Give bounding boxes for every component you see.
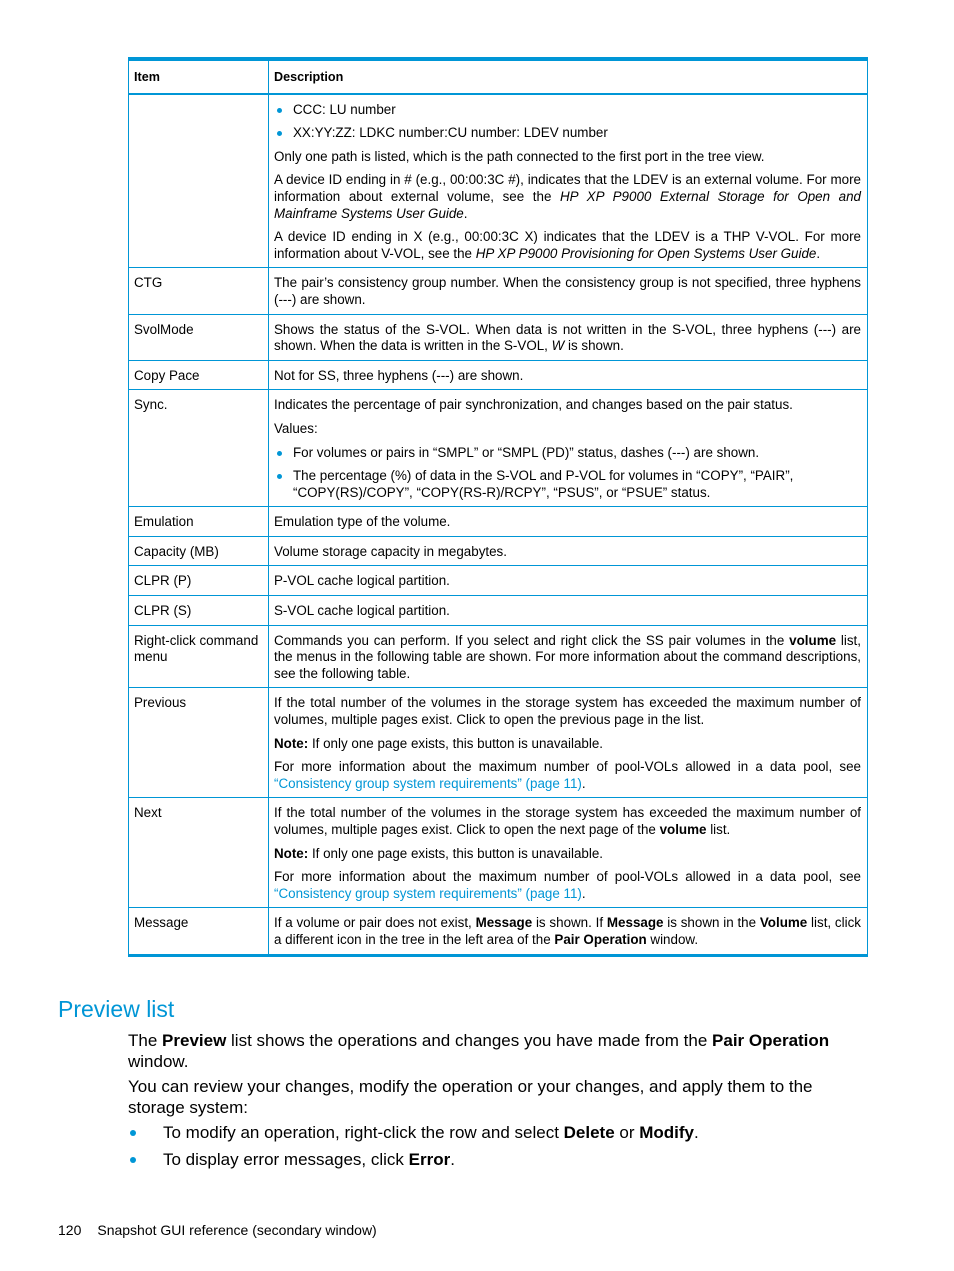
list-item: To display error messages, click Error. [128, 1149, 870, 1170]
item-cell: Capacity (MB) [129, 536, 269, 566]
consistency-group-link[interactable]: “Consistency group system requirements” (page 11) [274, 885, 582, 901]
description-cell: If a volume or pair does not exist, Message is shown. If Message is shown in the Volume list, click a different icon in the tree in the left area of the Pair Operation window. [269, 908, 868, 955]
description-cell [269, 390, 868, 507]
consistency-group-link[interactable]: “Consistency group system requirements” (page 11) [274, 775, 582, 791]
table-row [129, 625, 868, 688]
table-row [129, 596, 868, 626]
description-cell: Commands you can perform. If you select and right click the SS pair volumes in the volume list, the menus in the following table are shown. For more information about the command descriptions, see the following table. [269, 625, 868, 688]
paragraph: A device ID ending in # (e.g., 00:00:3C #), indicates that the LDEV is an external volume. For more information about external volume, see the HP XP P9000 External Storage for Open and Mainframe Systems User Guide. [274, 172, 861, 221]
item-cell: CLPR (P) [129, 566, 269, 596]
paragraph: For more information about the maximum number of pool-VOLs allowed in a data pool, see “Consistency group system requirements” (page 11). [274, 759, 861, 791]
table-row [129, 536, 868, 566]
paragraph: For more information about the maximum number of pool-VOLs allowed in a data pool, see “Consistency group system requirements” (page 11). [274, 869, 861, 901]
item-cell: Right-click command menu [129, 625, 269, 688]
footer-title: Snapshot GUI reference (secondary window) [97, 1222, 377, 1238]
table-row [129, 390, 868, 507]
paragraph: If the total number of the volumes in the storage system has exceeded the maximum number of volumes, multiple pages exist. Click to open the previous page in the list. [274, 695, 861, 728]
doc-reference: HP XP P9000 Provisioning for Open Systems User Guide [475, 245, 817, 261]
list-item: For volumes or pairs in “SMPL” or “SMPL (PD)” status, dashes (---) are shown. [274, 445, 861, 462]
item-cell: Emulation [129, 507, 269, 537]
table-row [129, 566, 868, 596]
table-row [129, 507, 868, 537]
bullet-list [274, 445, 861, 502]
item-cell [129, 94, 269, 268]
description-cell: P-VOL cache logical partition. [269, 566, 868, 596]
description-cell: The pair’s consistency group number. When the consistency group is not specified, three hyphens (---) are shown. [269, 268, 868, 314]
description-cell: Not for SS, three hyphens (---) are shown. [269, 360, 868, 390]
description-cell [269, 688, 868, 798]
description-cell: Volume storage capacity in megabytes. [269, 536, 868, 566]
item-cell: SvolMode [129, 314, 269, 360]
list-item: XX:YY:ZZ: LDKC number:CU number: LDEV number [274, 125, 861, 142]
item-cell: Sync. [129, 390, 269, 507]
paragraph: Values: [274, 420, 318, 436]
bullet-list [128, 1122, 870, 1170]
paragraph: If the total number of the volumes in the storage system has exceeded the maximum number of volumes, multiple pages exist. Click to open the next page of the volume list. [274, 805, 861, 837]
list-item: CCC: LU number [274, 102, 861, 119]
paragraph: The Preview list shows the operations and changes you have made from the Pair Operation window. [128, 1031, 830, 1071]
note: Note: If only one page exists, this button is unavailable. [274, 845, 603, 861]
description-cell [269, 798, 868, 908]
table-header-row [129, 59, 868, 94]
page-footer [58, 1222, 377, 1238]
table-row [129, 268, 868, 314]
paragraph: Only one path is listed, which is the path connected to the first port in the tree view. [274, 148, 765, 164]
section-body [128, 1030, 870, 1176]
item-cell: Copy Pace [129, 360, 269, 390]
description-cell: S-VOL cache logical partition. [269, 596, 868, 626]
item-cell: Previous [129, 688, 269, 798]
description-cell [269, 94, 868, 268]
table-row [129, 360, 868, 390]
page-number: 120 [58, 1222, 82, 1238]
note: Note: If only one page exists, this button is unavailable. [274, 735, 603, 751]
description-cell: Emulation type of the volume. [269, 507, 868, 537]
item-cell: CLPR (S) [129, 596, 269, 626]
header-item: Item [129, 59, 269, 94]
bullet-list [274, 102, 861, 142]
table-row [129, 798, 868, 908]
doc-reference: HP XP P9000 External Storage for Open and Mainframe Systems User Guide [274, 188, 861, 221]
item-cell: Message [129, 908, 269, 955]
section-heading: Preview list [58, 996, 175, 1022]
list-item: To modify an operation, right-click the row and select Delete or Modify. [128, 1122, 870, 1143]
paragraph: You can review your changes, modify the operation or your changes, and apply them to the storage system: [128, 1077, 813, 1117]
reference-table [128, 57, 868, 957]
table-row [129, 908, 868, 955]
item-cell: Next [129, 798, 269, 908]
list-item: The percentage (%) of data in the S-VOL and P-VOL for volumes in “COPY”, “PAIR”, “COPY(RS)/COPY”, “COPY(RS-R)/RCPY”, “PSUS”, or “PSUE” status. [274, 468, 861, 501]
table-row [129, 94, 868, 268]
paragraph: Indicates the percentage of pair synchronization, and changes based on the pair status. [274, 397, 793, 413]
header-description: Description [269, 59, 868, 94]
paragraph: A device ID ending in X (e.g., 00:00:3C X) indicates that the LDEV is a THP V-VOL. For more information about V-VOL, see the HP XP P9000 Provisioning for Open Systems User Guide. [274, 229, 861, 261]
item-cell: CTG [129, 268, 269, 314]
description-cell: Shows the status of the S-VOL. When data is not written in the S-VOL, three hyphens (---) are shown. When the data is written in the S-VOL, W is shown. [269, 314, 868, 360]
table-row [129, 314, 868, 360]
table-row [129, 688, 868, 798]
